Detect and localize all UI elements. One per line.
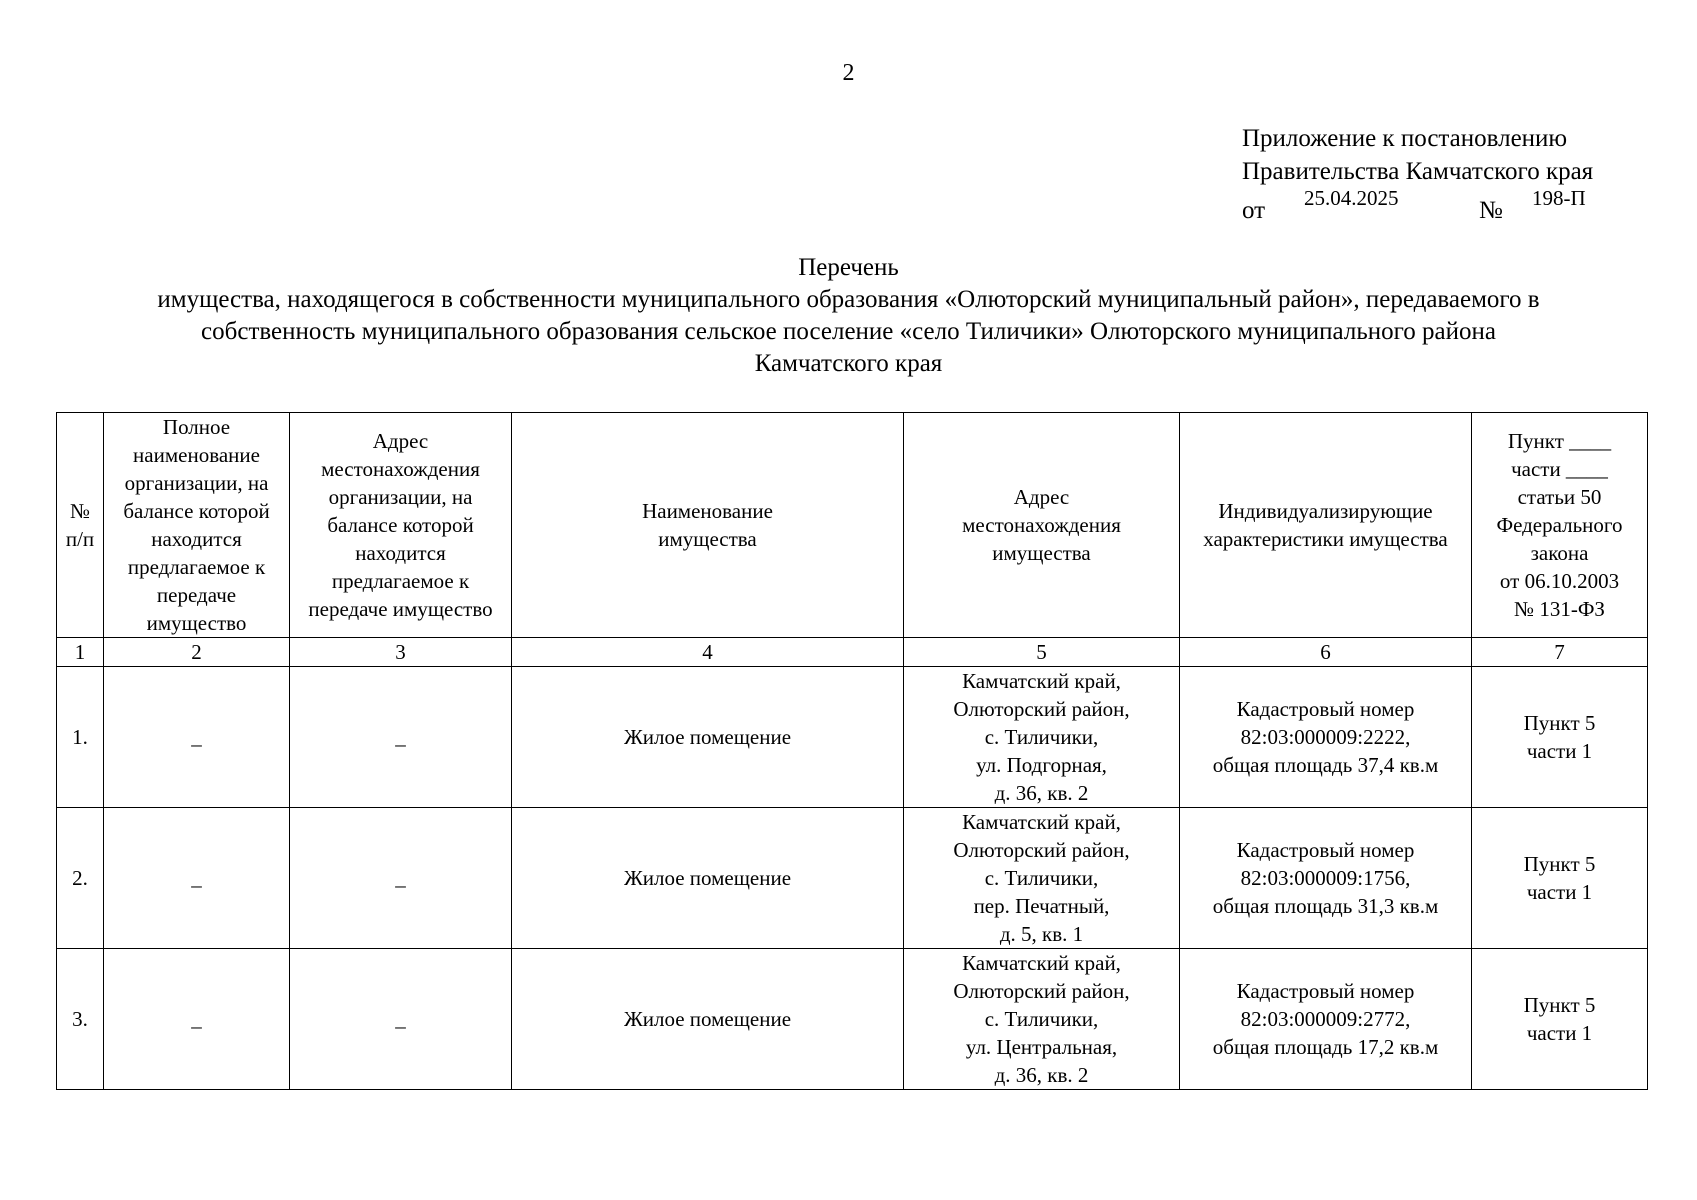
row-property-name: Жилое помещение: [512, 808, 904, 949]
row-legal-clause: [1472, 808, 1648, 949]
header-org-name: [104, 413, 290, 638]
row-property-address-line: д. 5, кв. 1: [999, 922, 1084, 946]
row-characteristics-line: 82:03:000009:2222,: [1240, 725, 1411, 749]
row-org-name: _: [104, 667, 290, 808]
column-number-row: [57, 638, 1648, 667]
header-property-address: [904, 413, 1180, 638]
row-property-name: Жилое помещение: [512, 667, 904, 808]
header-line: закона: [1530, 541, 1589, 565]
row-property-address-line: Олюторский район,: [953, 979, 1130, 1003]
page-number: 2: [842, 60, 855, 86]
row-property-address-line: ул. Подгорная,: [976, 753, 1107, 777]
header-line: находится: [355, 541, 446, 565]
column-number: 3: [290, 638, 512, 667]
row-property-address-line: пер. Печатный,: [973, 894, 1110, 918]
header-line: Федерального: [1496, 513, 1623, 537]
title-line-2: имущества, находящегося в собственности муниципального образования «Олюторский муниципальный район», передаваемого в: [157, 286, 1540, 313]
table-row: [57, 949, 1648, 1090]
header-line: № 131-ФЗ: [1514, 597, 1605, 621]
column-number: 6: [1180, 638, 1472, 667]
decree-date: 25.04.2025: [1304, 186, 1399, 210]
row-property-address-line: Камчатский край,: [962, 669, 1121, 693]
header-line: балансе которой: [327, 513, 474, 537]
header-row: [57, 413, 1648, 638]
row-org-address: _: [290, 667, 512, 808]
row-property-address-line: Олюторский район,: [953, 838, 1130, 862]
row-property-name: Жилое помещение: [512, 949, 904, 1090]
header-line: имущество: [146, 611, 247, 635]
header-line: №: [69, 499, 91, 523]
header-line: Полное: [162, 415, 231, 439]
header-property-name: [512, 413, 904, 638]
row-characteristics-line: Кадастровый номер: [1236, 838, 1415, 862]
row-number: 3.: [57, 949, 104, 1090]
row-characteristics-line: общая площадь 37,4 кв.м: [1212, 753, 1439, 777]
row-property-address-line: д. 36, кв. 2: [994, 781, 1089, 805]
row-legal-clause-line: части 1: [1526, 1021, 1593, 1045]
row-property-address-line: ул. Центральная,: [965, 1035, 1118, 1059]
column-number: 4: [512, 638, 904, 667]
header-org-address: [290, 413, 512, 638]
header-line: имущества: [992, 541, 1091, 565]
header-line: Адрес: [1013, 485, 1070, 509]
column-number: 7: [1472, 638, 1648, 667]
column-number: 1: [57, 638, 104, 667]
header-line: наименование: [133, 443, 260, 467]
row-characteristics: [1180, 667, 1472, 808]
title-line-3: собственность муниципального образования сельское поселение «село Тиличики» Олюторского муниципального района: [201, 318, 1496, 345]
row-legal-clause-line: части 1: [1526, 739, 1593, 763]
row-number: 1.: [57, 667, 104, 808]
header-line: имущества: [658, 527, 757, 551]
header-line: предлагаемое к: [331, 569, 470, 593]
header-line: Пункт ____: [1507, 429, 1612, 453]
from-label: от: [1242, 197, 1266, 224]
header-line: п/п: [65, 527, 95, 551]
table-row: [57, 808, 1648, 949]
title-line-4: Камчатского края: [754, 350, 943, 377]
row-characteristics-line: 82:03:000009:2772,: [1240, 1007, 1411, 1031]
header-line: характеристики имущества: [1203, 527, 1448, 551]
row-characteristics: [1180, 949, 1472, 1090]
header-line: статьи 50: [1517, 485, 1602, 509]
document-title: [40, 252, 1657, 380]
header-line: местонахождения: [962, 513, 1121, 537]
column-number: 2: [104, 638, 290, 667]
row-property-address-line: д. 36, кв. 2: [994, 1063, 1089, 1087]
row-property-address-line: Камчатский край,: [962, 810, 1121, 834]
row-property-address-line: Камчатский край,: [962, 951, 1121, 975]
header-line: находится: [151, 527, 242, 551]
header-line: Наименование: [642, 499, 773, 523]
row-legal-clause: [1472, 949, 1648, 1090]
header-line: передаче имущество: [308, 597, 493, 621]
header-line: местонахождения: [321, 457, 480, 481]
row-legal-clause-line: Пункт 5: [1523, 993, 1596, 1017]
row-legal-clause-line: Пункт 5: [1523, 711, 1596, 735]
appendix-block: [1242, 122, 1594, 224]
column-number: 5: [904, 638, 1180, 667]
row-org-address: _: [290, 949, 512, 1090]
row-org-address: _: [290, 808, 512, 949]
appendix-line-1: Приложение к постановлению: [1242, 125, 1568, 152]
header-number: [57, 413, 104, 638]
row-property-address-line: с. Тиличики,: [984, 725, 1099, 749]
row-characteristics-line: 82:03:000009:1756,: [1240, 866, 1411, 890]
row-org-name: _: [104, 808, 290, 949]
row-characteristics-line: общая площадь 31,3 кв.м: [1212, 894, 1439, 918]
row-property-address-line: Олюторский район,: [953, 697, 1130, 721]
row-characteristics-line: общая площадь 17,2 кв.м: [1212, 1035, 1439, 1059]
header-line: организации, на: [328, 485, 473, 509]
row-characteristics: [1180, 808, 1472, 949]
appendix-date-line: [1242, 186, 1593, 224]
row-characteristics-line: Кадастровый номер: [1236, 697, 1415, 721]
header-line: от 06.10.2003: [1499, 569, 1620, 593]
row-legal-clause-line: Пункт 5: [1523, 852, 1596, 876]
header-line: Адрес: [372, 429, 429, 453]
header-line: передаче: [156, 583, 237, 607]
row-characteristics-line: Кадастровый номер: [1236, 979, 1415, 1003]
appendix-line-2: Правительства Камчатского края: [1242, 158, 1594, 185]
decree-number: 198-П: [1532, 186, 1586, 210]
row-legal-clause: [1472, 667, 1648, 808]
property-table: [56, 412, 1648, 1090]
row-property-address: [904, 667, 1180, 808]
header-line: Индивидуализирующие: [1218, 499, 1433, 523]
header-line: части ____: [1511, 457, 1608, 481]
row-org-name: _: [104, 949, 290, 1090]
header-legal-clause: [1472, 413, 1648, 638]
table-row: [57, 667, 1648, 808]
row-property-address: [904, 949, 1180, 1090]
header-line: организации, на: [124, 471, 269, 495]
row-legal-clause-line: части 1: [1526, 880, 1593, 904]
header-characteristics: [1180, 413, 1472, 638]
number-sign: №: [1479, 197, 1503, 224]
row-number: 2.: [57, 808, 104, 949]
row-property-address-line: с. Тиличики,: [984, 1007, 1099, 1031]
row-property-address: [904, 808, 1180, 949]
title-line-1: Перечень: [798, 254, 899, 281]
header-line: предлагаемое к: [127, 555, 266, 579]
header-line: балансе которой: [123, 499, 270, 523]
row-property-address-line: с. Тиличики,: [984, 866, 1099, 890]
